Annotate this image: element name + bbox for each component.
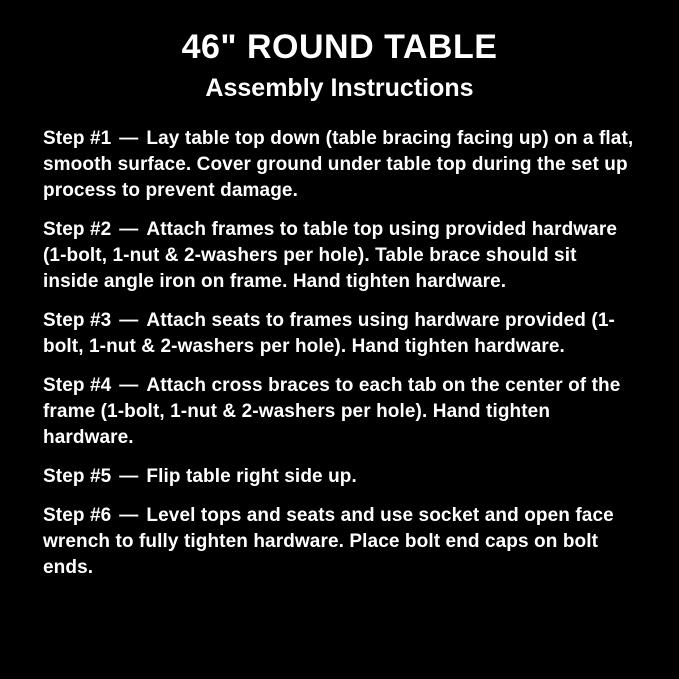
step-2-label: Step #2	[43, 218, 112, 240]
step-1	[43, 126, 637, 204]
step-3-dash: —	[119, 309, 139, 331]
step-6-label: Step #6	[43, 504, 112, 526]
step-1-label: Step #1	[43, 127, 112, 149]
step-6-dash: —	[119, 504, 139, 526]
step-3	[43, 308, 637, 360]
step-3-text: Attach seats to frames using hardware provided (1-bolt, 1-nut & 2-washers per hole). Hand tighten hardware.	[43, 309, 615, 357]
step-4	[43, 373, 637, 451]
step-4-label: Step #4	[43, 374, 112, 396]
step-5-text: Flip table right side up.	[146, 465, 357, 487]
step-2-dash: —	[119, 218, 139, 240]
page-title: 46" ROUND TABLE	[181, 28, 498, 66]
step-1-dash: —	[119, 127, 139, 149]
step-2	[43, 217, 637, 295]
step-5-dash: —	[119, 465, 139, 487]
step-3-label: Step #3	[43, 309, 112, 331]
page-subtitle: Assembly Instructions	[205, 73, 474, 102]
step-6	[43, 503, 637, 581]
step-5-label: Step #5	[43, 465, 112, 487]
step-4-text: Attach cross braces to each tab on the center of the frame (1-bolt, 1-nut & 2-washers per hole). Hand tighten hardware.	[43, 374, 621, 448]
instructions-list	[0, 126, 679, 581]
step-4-dash: —	[119, 374, 139, 396]
step-5	[43, 464, 637, 490]
step-6-text: Level tops and seats and use socket and open face wrench to fully tighten hardware. Place bolt end caps on bolt ends.	[43, 504, 614, 578]
step-1-text: Lay table top down (table bracing facing up) on a flat, smooth surface. Cover ground under table top during the set up process to prevent damage.	[43, 127, 634, 201]
step-2-text: Attach frames to table top using provided hardware (1-bolt, 1-nut & 2-washers per hole). Table brace should sit inside angle iron on frame. Hand tighten hardware.	[43, 218, 617, 292]
